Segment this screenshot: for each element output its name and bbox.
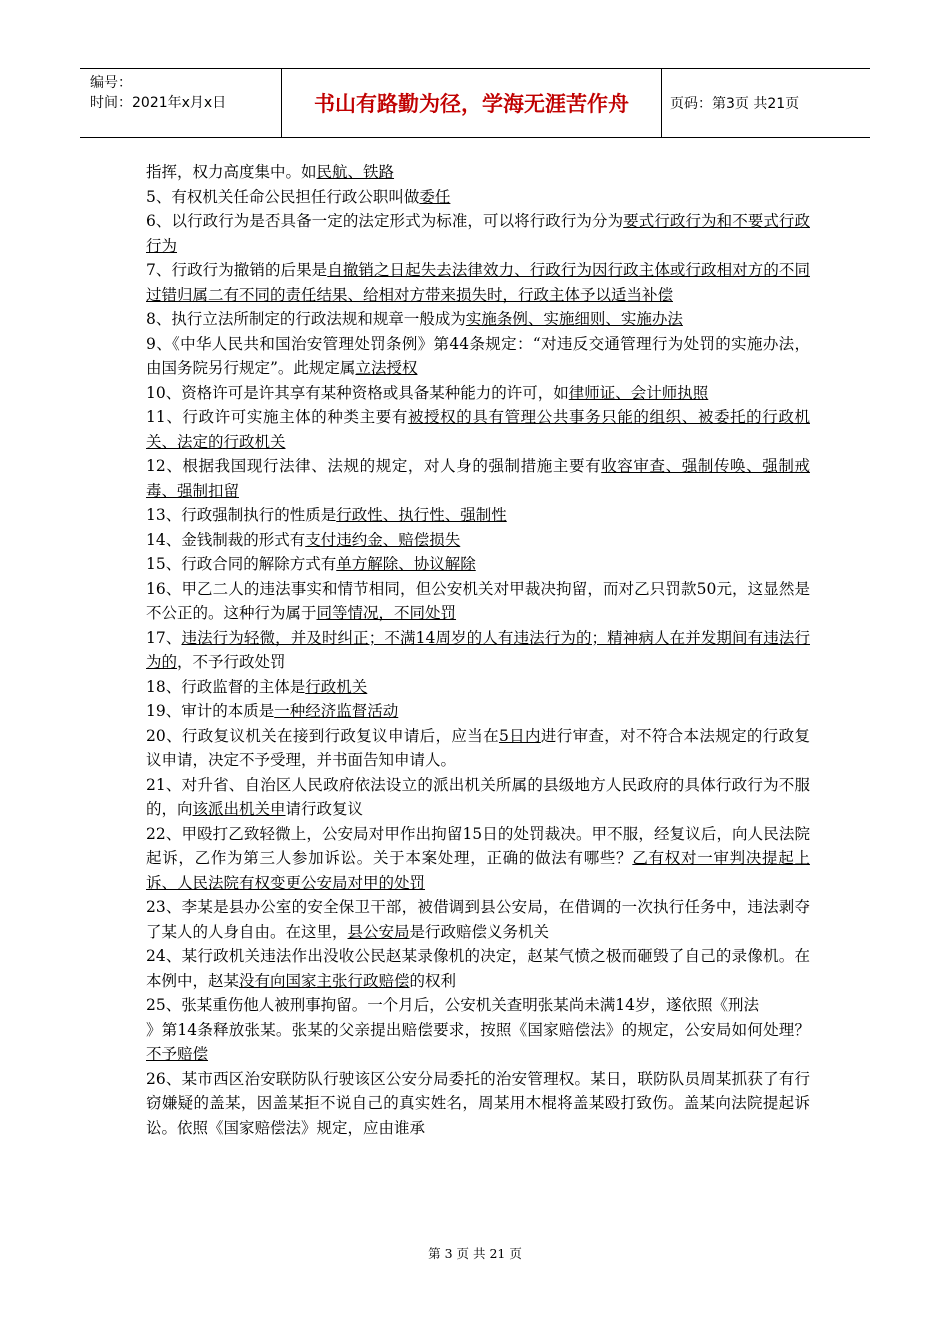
answer-text: 乙有权对一审判决提起上诉、人民法院有权变更公安局对甲的处罚 xyxy=(146,849,810,892)
paragraph xyxy=(146,773,810,822)
answer-text: 不予赔偿 xyxy=(146,1045,209,1063)
answer-text: 县公安局 xyxy=(347,922,410,941)
question-text: 请行政复议 xyxy=(285,800,364,818)
answer-text: 一种经济监督活动 xyxy=(274,702,399,720)
paragraph xyxy=(146,944,810,993)
question-text: 24、某行政机关违法作出没收公民赵某录像机的决定，赵某气愤之极而砸毁了自己的录像机。在本例中，赵某 xyxy=(146,947,810,990)
question-text: 6、以行政行为是否具备一定的法定形式为标准，可以将行政行为分为 xyxy=(146,212,624,230)
question-text: 19、审计的本质是 xyxy=(146,702,275,720)
question-text: 是行政赔偿义务机关 xyxy=(409,922,550,941)
answer-text: 行政机关 xyxy=(305,677,368,696)
question-text: 13、行政强制执行的性质是 xyxy=(146,506,337,524)
paragraph xyxy=(146,675,810,700)
question-text: 10、资格许可是许其享有某种资格或具备某种能力的许可，如 xyxy=(146,383,569,402)
paragraph xyxy=(146,724,810,773)
date-label: 时间：2021年x月x日 xyxy=(90,95,227,111)
header-page-number: 页码：第3页 共21页 xyxy=(670,96,800,112)
question-text: 25、张某重伤他人被刑事拘留。一个月后，公安机关查明张某尚未满14岁，遂依照《刑法 xyxy=(146,996,759,1014)
paragraph xyxy=(146,895,810,944)
question-text: 20、行政复议机关在接到行政复议申请后，应当在 xyxy=(146,726,499,745)
paragraph xyxy=(146,699,810,724)
answer-text: 实施条例、实施细则、实施办法 xyxy=(465,310,683,328)
paragraph xyxy=(146,454,810,503)
question-text: 指挥，权力高度集中。如 xyxy=(146,163,317,181)
answer-text: 民航、铁路 xyxy=(316,163,395,181)
page-footer: 第 3 页 共 21 页 xyxy=(428,1246,522,1261)
question-text: 17、 xyxy=(146,628,182,647)
question-text: 15、行政合同的解除方式有 xyxy=(146,555,337,573)
answer-text: 没有向国家主张行政赔偿 xyxy=(239,971,410,990)
paragraph xyxy=(146,993,810,1018)
paragraph xyxy=(146,405,810,454)
paragraph xyxy=(146,577,810,626)
answer-text: 支付违约金、赔偿损失 xyxy=(305,530,461,549)
header-meta xyxy=(80,69,282,137)
paragraph xyxy=(146,209,810,258)
question-text: ，不予行政处罚 xyxy=(177,653,286,671)
paragraph xyxy=(146,552,810,577)
answer-text: 同等情况，不同处罚 xyxy=(316,604,457,622)
answer-text: 单方解除、协议解除 xyxy=(336,555,476,573)
question-text: 14、金钱制裁的形式有 xyxy=(146,530,306,549)
answer-text: 自撤销之日起失去法律效力、行政行为因行政主体或行政相对方的不同过错归属二有不同的责任结果、给相对方带来损失时，行政主体予以适当补偿 xyxy=(146,261,810,304)
question-text: 7、行政行为撤销的后果是 xyxy=(146,261,328,279)
question-text: 26、某市西区治安联防队行驶该区公安分局委托的治安管理权。某日，联防队员周某抓获了有行窃嫌疑的盖某，因盖某拒不说自己的真实姓名，周某用木棍将盖某殴打致伤。盖某向法院提起诉讼。依照《国家赔偿法》规定，应由谁承 xyxy=(146,1069,810,1137)
answer-text: 委任 xyxy=(419,187,451,206)
paragraph xyxy=(146,332,810,381)
paragraph xyxy=(146,626,810,675)
question-text: 的权利 xyxy=(409,971,457,990)
question-text: 16、甲乙二人的违法事实和情节相同，但公安机关对甲裁决拘留，而对乙只罚款50元，这显然是不公正的。这种行为属于 xyxy=(146,579,810,622)
question-text: 进行审查，对不符合本法规定的行政复议申请，决定不予受理，并书面告知申请人。 xyxy=(146,726,810,769)
answer-text: 收容审查、强制传唤、强制戒毒、强制扣留 xyxy=(146,457,810,500)
header-motto: 书山有路勤为径，学海无涯苦作舟 xyxy=(282,69,662,137)
question-text: 11、行政许可实施主体的种类主要有 xyxy=(146,408,408,426)
answer-text: 该派出机关申 xyxy=(192,800,286,818)
answer-text: 5日内 xyxy=(498,726,541,745)
paragraph xyxy=(146,307,810,332)
answer-text: 律师证、会计师执照 xyxy=(568,383,709,402)
question-text: 8、执行立法所制定的行政法规和规章一般成为 xyxy=(146,310,466,328)
question-text: 23、李某是县办公室的安全保卫干部，被借调到县公安局，在借调的一次执行任务中，违法剥夺了某人的人身自由。在这里， xyxy=(146,898,810,941)
answer-text: 立法授权 xyxy=(355,359,418,377)
question-text: 9、《中华人民共和国治安管理处罚条例》第44条规定：“对违反交通管理行为处罚的实施办法，由国务院另行规定”。此规定属 xyxy=(146,334,810,377)
paragraph xyxy=(146,258,810,307)
question-text: 12、根据我国现行法律、法规的规定，对人身的强制措施主要有 xyxy=(146,457,602,475)
answer-text: 要式行政行为和不要式行政行为 xyxy=(146,212,810,255)
question-text: 18、行政监督的主体是 xyxy=(146,677,306,696)
answer-text: 被授权的具有管理公共事务只能的组织、被委托的行政机关、法定的行政机关 xyxy=(146,408,810,451)
code-label: 编号： xyxy=(90,75,132,91)
answer-text: 行政性、执行性、强制性 xyxy=(336,506,507,524)
paragraph xyxy=(146,381,810,406)
paragraph xyxy=(146,503,810,528)
question-text: 22、甲殴打乙致轻微上，公安局对甲作出拘留15日的处罚裁决。甲不服，经复议后，向人民法院起诉，乙作为第三人参加诉讼。关于本案处理，正确的做法有哪些？ xyxy=(146,824,810,867)
question-text: 》第14条释放张某。张某的父亲提出赔偿要求，按照《国家赔偿法》的规定，公安局如何处理？ xyxy=(146,1020,810,1039)
paragraph xyxy=(146,1018,810,1067)
answer-text: 违法行为轻微，并及时纠正；不满14周岁的人有违法行为的；精神病人在并发期间有违法行为的 xyxy=(146,628,810,671)
paragraph xyxy=(146,822,810,896)
question-text: 5、有权机关任命公民担任行政公职叫做 xyxy=(146,187,420,206)
paragraph xyxy=(146,160,810,185)
question-text: 21、对升省、自治区人民政府依法设立的派出机关所属的县级地方人民政府的具体行政行为不服的，向 xyxy=(146,775,810,818)
paragraph xyxy=(146,185,810,210)
page-header xyxy=(80,68,870,138)
document-body xyxy=(146,160,810,1140)
paragraph xyxy=(146,1067,810,1141)
paragraph xyxy=(146,528,810,553)
